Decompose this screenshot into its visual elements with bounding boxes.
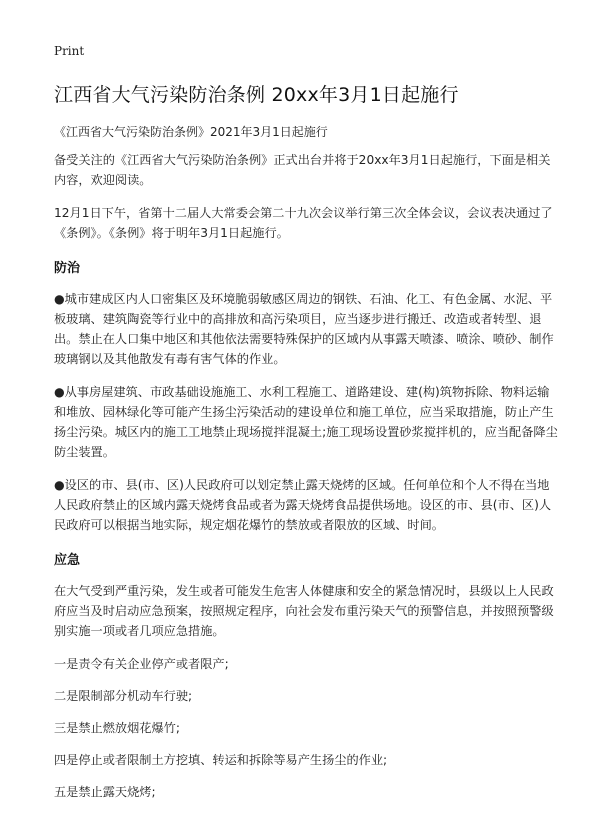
article-body xyxy=(54,150,560,814)
emergency-measure-item: 五是禁止露天烧烤; xyxy=(54,785,156,799)
prevention-paragraph: ●城市建成区内人口密集区及环境脆弱敏感区周边的钢铁、石油、化工、有色金属、水泥、平板玻璃、建筑陶瓷等行业中的高排放和高污染项目，应当逐步进行搬迁、改造或者转型、退出。禁止在人口集中地区和其他依法需要特殊保护的区域内从事露天喷漆、喷涂、喷砂、制作玻璃钢以及其他散发有毒有害气体的作业。 xyxy=(54,292,554,366)
page-title: 江西省大气污染防治条例 20xx年3月1日起施行 xyxy=(54,84,459,106)
emergency-measure-item: 四是停止或者限制土方挖填、转运和拆除等易产生扬尘的作业; xyxy=(54,753,388,767)
print-link[interactable]: Print xyxy=(54,44,85,58)
article-subline: 《江西省大气污染防治条例》2021年3月1日起施行 xyxy=(54,125,328,139)
emergency-measure-item: 三是禁止燃放烟花爆竹; xyxy=(54,721,180,735)
emergency-intro-paragraph: 在大气受到严重污染，发生或者可能发生危害人体健康和安全的紧急情况时，县级以上人民政府应当及时启动应急预案，按照规定程序，向社会发布重污染天气的预警信息，并按照预警级别实施一项或者几项应急措施。 xyxy=(54,584,554,638)
emergency-measure-item: 二是限制部分机动车行驶; xyxy=(54,689,193,703)
prevention-paragraph: ●设区的市、县(市、区)人民政府可以划定禁止露天烧烤的区域。任何单位和个人不得在当地人民政府禁止的区域内露天烧烤食品或者为露天烧烤食品提供场地。设区的市、县(市、区)人民政府可以根据当地实际，规定烟花爆竹的禁放或者限放的区域、时间。 xyxy=(54,478,552,532)
emergency-measure-item: 一是责令有关企业停产或者限产; xyxy=(54,657,229,671)
intro-paragraph: 备受关注的《江西省大气污染防治条例》正式出台并将于20xx年3月1日起施行，下面是相关内容，欢迎阅读。 xyxy=(54,153,551,187)
prevention-paragraph: ●从事房屋建筑、市政基础设施施工、水利工程施工、道路建设、建(构)筑物拆除、物料运输和堆放、园林绿化等可能产生扬尘污染活动的建设单位和施工单位，应当采取措施，防止产生扬尘污染。城区内的施工工地禁止现场搅拌混凝土;施工现场设置砂浆搅拌机的，应当配备降尘防尘装置。 xyxy=(54,385,558,459)
meeting-paragraph: 12月1日下午，省第十二届人大常委会第二十九次会议举行第三次全体会议，会议表决通过了《条例》。《条例》将于明年3月1日起施行。 xyxy=(54,206,553,240)
section-heading-emergency: 应急 xyxy=(54,553,81,568)
section-heading-prevention: 防治 xyxy=(54,261,81,276)
